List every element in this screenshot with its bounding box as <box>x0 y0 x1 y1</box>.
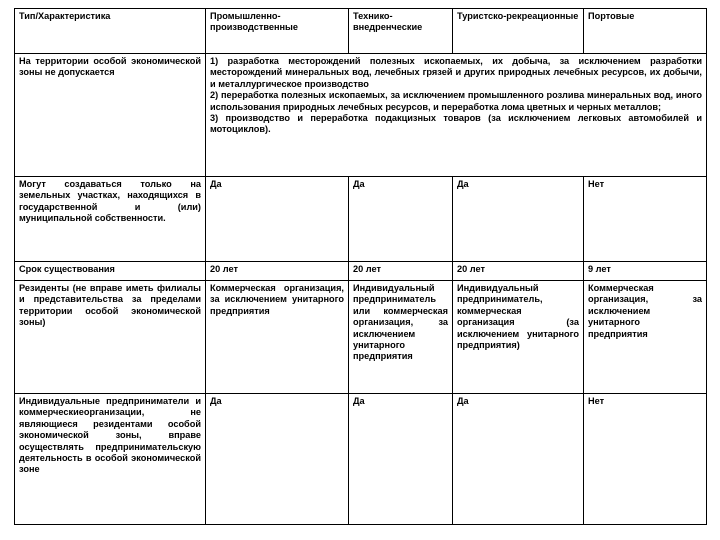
table-row-non-residents <box>15 394 707 525</box>
column-header-technological: Технико-внедренческие <box>349 9 453 54</box>
table-header-row <box>15 9 707 54</box>
cell-term-port: 9 лет <box>584 262 707 281</box>
row-label-prohibited-activities: На территории особой экономической зоны не допускается <box>15 54 206 177</box>
column-header-characteristic: Тип/Характеристика <box>15 9 206 54</box>
cell-residents-technological: Индивидуальный предприниматель или коммерческая организация, за исключением унитарного предприятия <box>349 281 453 394</box>
cell-term-technological: 20 лет <box>349 262 453 281</box>
table-row-state-municipal-land <box>15 177 707 262</box>
cell-non-residents-industrial: Да <box>206 394 349 525</box>
cell-state-municipal-land-port: Нет <box>584 177 707 262</box>
prohibition-item-3: 3) производство и переработка подакцизных товаров (за исключением легковых автомобилей и мотоциклов). <box>210 113 702 135</box>
table-row-term-of-existence <box>15 262 707 281</box>
cell-non-residents-technological: Да <box>349 394 453 525</box>
cell-residents-port: Коммерческая организация, за исключением унитарного предприятия <box>584 281 707 394</box>
row-label-term-of-existence: Срок существования <box>15 262 206 281</box>
prohibition-item-2: 2) переработка полезных ископаемых, за исключением промышленного розлива минеральных вод, иного использования природных лечебных ресурсов, и переработка лома цветных и черных металлов; <box>210 90 702 112</box>
cell-term-industrial: 20 лет <box>206 262 349 281</box>
sez-comparison-table <box>14 8 707 525</box>
cell-state-municipal-land-industrial: Да <box>206 177 349 262</box>
column-header-industrial: Промышленно-производственные <box>206 9 349 54</box>
cell-non-residents-port: Нет <box>584 394 707 525</box>
prohibition-item-1: 1) разработка месторождений полезных ископаемых, их добыча, за исключением разработки месторождений минеральных вод, лечебных грязей и других природных лечебных ресурсов, их добычи, и металлургическое производство <box>210 56 702 89</box>
cell-residents-tourist: Индивидуальный предприниматель, коммерческая организация (за исключением унитарного предприятия) <box>453 281 584 394</box>
row-label-non-residents: Индивидуальные предприниматели и коммерческиеорганизации, не являющиеся резидентами особой экономической зоны, вправе осуществлять предпринимательскую деятельность в особой экономической зоне <box>15 394 206 525</box>
column-header-port: Портовые <box>584 9 707 54</box>
sez-comparison-table-wrapper <box>14 8 706 525</box>
row-label-state-municipal-land: Могут создаваться только на земельных участках, находящихся в государственной и (или) муниципальной собственности. <box>15 177 206 262</box>
cell-residents-industrial: Коммерческая организация, за исключением унитарного предприятия <box>206 281 349 394</box>
cell-prohibited-activities-merged <box>206 54 707 177</box>
table-row-prohibited-activities <box>15 54 707 177</box>
column-header-tourist: Туристско-рекреационные <box>453 9 584 54</box>
cell-state-municipal-land-technological: Да <box>349 177 453 262</box>
table-row-residents <box>15 281 707 394</box>
cell-term-tourist: 20 лет <box>453 262 584 281</box>
row-label-residents: Резиденты (не вправе иметь филиалы и представительства за пределами территории особой экономической зоны) <box>15 281 206 394</box>
cell-non-residents-tourist: Да <box>453 394 584 525</box>
cell-state-municipal-land-tourist: Да <box>453 177 584 262</box>
